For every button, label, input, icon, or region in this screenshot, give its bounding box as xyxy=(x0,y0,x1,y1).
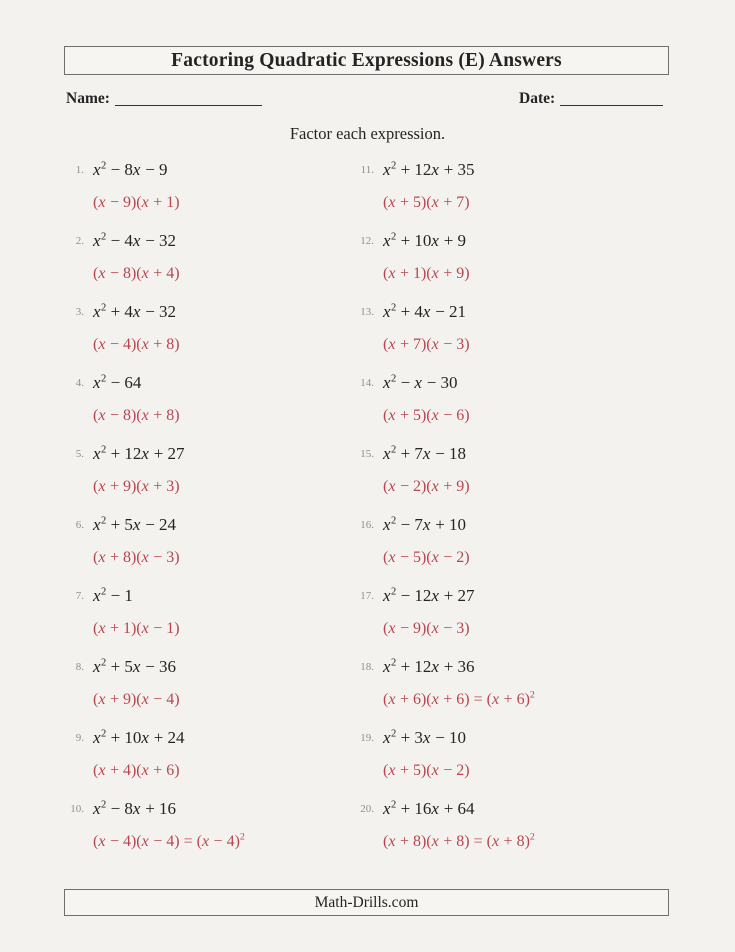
problem-item xyxy=(64,657,354,710)
problem-expression: $x^2 + 4x - 32$ xyxy=(93,302,177,321)
problem-number: 15. xyxy=(360,448,374,460)
problem-expression: $x^2 + 3x - 10$ xyxy=(383,728,467,747)
problem-answer: (x + 9)(x + 3) xyxy=(93,478,180,495)
name-field-group xyxy=(66,90,262,108)
problem-expression: $x^2 + 4x - 21$ xyxy=(383,302,467,321)
problem-number: 3. xyxy=(75,306,84,318)
problem-number: 1. xyxy=(75,164,84,176)
problem-number: 4. xyxy=(75,377,84,389)
problem-answer: (x + 5)(x + 7) xyxy=(383,194,470,211)
problem-item xyxy=(64,728,354,781)
problem-expression: $x^2 - 7x + 10$ xyxy=(383,515,467,534)
problem-number: 13. xyxy=(360,306,374,318)
problem-item xyxy=(64,160,354,213)
footer-box xyxy=(64,889,669,916)
instruction-text: Factor each expression. xyxy=(289,124,446,143)
name-label: Name: xyxy=(66,90,110,107)
problem-item xyxy=(354,657,670,710)
problem-item xyxy=(354,160,670,213)
problem-answer: (x − 8)(x + 8) xyxy=(93,407,180,424)
problem-answer: (x + 4)(x + 6) xyxy=(93,762,180,779)
problem-item xyxy=(354,515,670,568)
problem-item xyxy=(354,799,670,852)
problem-item xyxy=(354,586,670,639)
problem-item xyxy=(354,302,670,355)
problem-answer: (x − 8)(x + 4) xyxy=(93,265,180,282)
problem-answer: (x + 8)(x − 3) xyxy=(93,549,180,566)
problem-item xyxy=(64,799,354,852)
problem-number: 10. xyxy=(70,803,84,815)
problem-item xyxy=(64,373,354,426)
problem-number: 16. xyxy=(360,519,374,531)
problem-answer: (x − 9)(x + 1) xyxy=(93,194,180,211)
date-label: Date: xyxy=(519,90,556,107)
problems-column-left xyxy=(64,160,354,870)
problem-answer: (x + 9)(x − 4) xyxy=(93,691,180,708)
problem-item xyxy=(64,302,354,355)
problem-expression: $x^2 + 5x - 24$ xyxy=(93,515,177,534)
problem-number: 18. xyxy=(360,661,374,673)
problem-number: 12. xyxy=(360,235,374,247)
problem-expression: $x^2 - 64$ xyxy=(93,373,142,392)
problem-expression: $x^2 + 5x - 36$ xyxy=(93,657,177,676)
problem-expression: $x^2 - 8x + 16$ xyxy=(93,799,177,818)
problem-item xyxy=(64,586,354,639)
problem-number: 9. xyxy=(75,732,84,744)
problem-answer: $(x + 8)(x + 8) = (x + 8)^2$ xyxy=(383,831,535,850)
problem-answer: (x + 5)(x − 2) xyxy=(383,762,470,779)
problem-expression: $x^2 - 1$ xyxy=(93,586,133,605)
problem-answer: (x − 4)(x + 8) xyxy=(93,336,180,353)
problem-expression: $x^2 - 12x + 27$ xyxy=(383,586,475,605)
problem-expression: $x^2 - 8x - 9$ xyxy=(93,160,168,179)
problem-answer: (x − 9)(x − 3) xyxy=(383,620,470,637)
problem-expression: $x^2 + 7x - 18$ xyxy=(383,444,467,463)
problem-answer: (x − 2)(x + 9) xyxy=(383,478,470,495)
date-blank-line xyxy=(560,93,663,106)
problem-answer: $(x - 4)(x - 4) = (x - 4)^2$ xyxy=(93,831,245,850)
problem-answer: (x + 5)(x − 6) xyxy=(383,407,470,424)
problem-expression: $x^2 - x - 30$ xyxy=(383,373,458,392)
problem-expression: $x^2 + 16x + 64$ xyxy=(383,799,475,818)
problem-answer: (x + 1)(x + 9) xyxy=(383,265,470,282)
problem-number: 6. xyxy=(75,519,84,531)
footer-site-name: Math-Drills.com xyxy=(314,893,419,911)
problem-item xyxy=(64,444,354,497)
problem-number: 20. xyxy=(360,803,374,815)
problem-number: 14. xyxy=(360,377,374,389)
page-title: Factoring Quadratic Expressions (E) Answers xyxy=(171,49,562,71)
problem-answer: (x + 1)(x − 1) xyxy=(93,620,180,637)
problems-column-right xyxy=(354,160,670,870)
problem-expression: $x^2 + 10x + 24$ xyxy=(93,728,185,747)
problem-number: 17. xyxy=(360,590,374,602)
problem-number: 7. xyxy=(75,590,84,602)
problem-expression: $x^2 - 4x - 32$ xyxy=(93,231,177,250)
problem-number: 5. xyxy=(75,448,84,460)
problem-expression: $x^2 + 10x + 9$ xyxy=(383,231,467,250)
worksheet-title-box xyxy=(64,46,669,75)
problem-item xyxy=(354,373,670,426)
problem-answer: (x + 7)(x − 3) xyxy=(383,336,470,353)
problem-item xyxy=(354,444,670,497)
date-field-group xyxy=(519,90,663,108)
problem-number: 19. xyxy=(360,732,374,744)
problem-number: 2. xyxy=(75,235,84,247)
problems-grid xyxy=(64,160,670,870)
problem-item xyxy=(354,231,670,284)
name-blank-line xyxy=(115,93,262,106)
problem-expression: $x^2 + 12x + 35$ xyxy=(383,160,475,179)
problem-number: 8. xyxy=(75,661,84,673)
problem-expression: $x^2 + 12x + 36$ xyxy=(383,657,475,676)
problem-answer: (x − 5)(x − 2) xyxy=(383,549,470,566)
problem-item xyxy=(64,515,354,568)
problem-item xyxy=(64,231,354,284)
problem-answer: $(x + 6)(x + 6) = (x + 6)^2$ xyxy=(383,689,535,708)
problem-expression: $x^2 + 12x + 27$ xyxy=(93,444,185,463)
problem-item xyxy=(354,728,670,781)
problem-number: 11. xyxy=(360,164,374,176)
